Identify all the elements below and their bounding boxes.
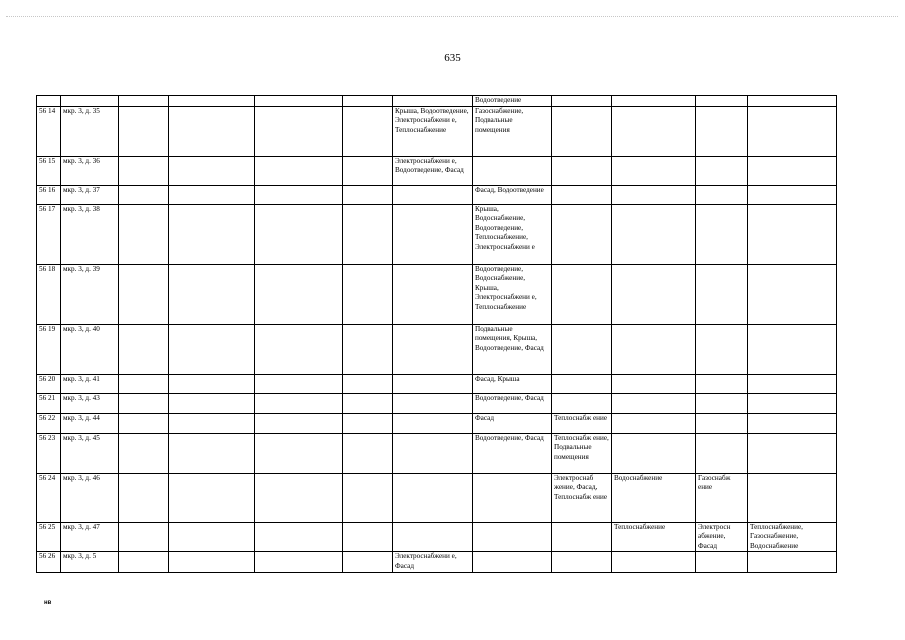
col-5-cell <box>255 96 343 107</box>
work-list-cell-c <box>552 96 612 107</box>
work-list-cell-c <box>552 204 612 264</box>
work-list-cell-f <box>748 96 837 107</box>
col-6-cell <box>343 204 393 264</box>
col-5-cell <box>255 106 343 156</box>
work-list-cell-e <box>696 204 748 264</box>
row-number-cell: 56 14 <box>37 106 61 156</box>
work-list-cell-d <box>612 204 696 264</box>
work-list-cell-a <box>393 522 473 552</box>
table-row <box>37 106 837 156</box>
work-list-cell-f <box>748 185 837 204</box>
work-list-cell-a <box>393 473 473 522</box>
work-list-cell-e <box>696 106 748 156</box>
col-3-cell <box>119 204 169 264</box>
col-6-cell <box>343 393 393 413</box>
col-6-cell <box>343 552 393 572</box>
col-5-cell <box>255 264 343 324</box>
col-4-cell <box>169 522 255 552</box>
work-list-cell-f <box>748 156 837 185</box>
col-3-cell <box>119 393 169 413</box>
work-list-cell-b <box>473 473 552 522</box>
repair-schedule-table <box>36 95 837 573</box>
col-3-cell <box>119 185 169 204</box>
address-cell: мкр. 3, д. 47 <box>61 522 119 552</box>
address-cell: мкр. 3, д. 40 <box>61 324 119 374</box>
col-4-cell <box>169 204 255 264</box>
address-cell: мкр. 3, д. 39 <box>61 264 119 324</box>
col-3-cell <box>119 374 169 393</box>
col-5-cell <box>255 185 343 204</box>
work-list-cell-e: Газоснабж ение <box>696 473 748 522</box>
table-row <box>37 324 837 374</box>
col-6-cell <box>343 413 393 433</box>
work-list-cell-c: Электроснаб жение, Фасад, Теплоснабж ение <box>552 473 612 522</box>
work-list-cell-a <box>393 324 473 374</box>
work-list-cell-f <box>748 374 837 393</box>
address-cell: мкр. 3, д. 35 <box>61 106 119 156</box>
work-list-cell-f <box>748 413 837 433</box>
row-number-cell: 56 20 <box>37 374 61 393</box>
work-list-cell-b <box>473 156 552 185</box>
work-list-cell-d <box>612 374 696 393</box>
col-4-cell <box>169 185 255 204</box>
row-number-cell: 56 15 <box>37 156 61 185</box>
work-list-cell-f <box>748 324 837 374</box>
table-row <box>37 204 837 264</box>
col-6-cell <box>343 433 393 473</box>
work-list-cell-e <box>696 374 748 393</box>
table-row <box>37 96 837 107</box>
work-list-cell-c: Теплоснабж ение, Подвальные помещения <box>552 433 612 473</box>
work-list-cell-d <box>612 156 696 185</box>
work-list-cell-b: Газоснабжение, Подвальные помещения <box>473 106 552 156</box>
work-list-cell-e <box>696 393 748 413</box>
col-5-cell <box>255 393 343 413</box>
col-4-cell <box>169 552 255 572</box>
table-row <box>37 552 837 572</box>
col-6-cell <box>343 185 393 204</box>
row-number-cell <box>37 96 61 107</box>
col-4-cell <box>169 433 255 473</box>
col-5-cell <box>255 522 343 552</box>
work-list-cell-f <box>748 393 837 413</box>
address-cell: мкр. 3, д. 43 <box>61 393 119 413</box>
work-list-cell-a <box>393 413 473 433</box>
work-list-cell-a <box>393 374 473 393</box>
work-list-cell-a: Электроснабжени е, Водоотведение, Фасад <box>393 156 473 185</box>
work-list-cell-d: Водоснабжение <box>612 473 696 522</box>
col-5-cell <box>255 204 343 264</box>
row-number-cell: 56 21 <box>37 393 61 413</box>
col-6-cell <box>343 106 393 156</box>
work-list-cell-a <box>393 185 473 204</box>
col-4-cell <box>169 473 255 522</box>
work-list-cell-e: Электросн абжение, Фасад <box>696 522 748 552</box>
col-4-cell <box>169 413 255 433</box>
col-6-cell <box>343 374 393 393</box>
col-6-cell <box>343 522 393 552</box>
col-6-cell <box>343 156 393 185</box>
col-5-cell <box>255 413 343 433</box>
work-list-cell-e <box>696 552 748 572</box>
col-3-cell <box>119 433 169 473</box>
col-3-cell <box>119 473 169 522</box>
address-cell: мкр. 3, д. 41 <box>61 374 119 393</box>
work-list-cell-c <box>552 264 612 324</box>
col-5-cell <box>255 374 343 393</box>
table-row <box>37 473 837 522</box>
work-list-cell-c <box>552 374 612 393</box>
work-list-cell-b: Фасад, Водоотведение <box>473 185 552 204</box>
work-list-cell-e <box>696 185 748 204</box>
work-list-cell-f <box>748 433 837 473</box>
col-3-cell <box>119 552 169 572</box>
work-list-cell-d <box>612 106 696 156</box>
address-cell <box>61 96 119 107</box>
col-3-cell <box>119 522 169 552</box>
work-list-cell-d <box>612 185 696 204</box>
row-number-cell: 56 16 <box>37 185 61 204</box>
work-list-cell-c <box>552 552 612 572</box>
row-number-cell: 56 22 <box>37 413 61 433</box>
work-list-cell-a <box>393 96 473 107</box>
work-list-cell-d <box>612 393 696 413</box>
table-row <box>37 156 837 185</box>
work-list-cell-b: Подвальные помещения, Крыша, Водоотведение, Фасад <box>473 324 552 374</box>
address-cell: мкр. 3, д. 46 <box>61 473 119 522</box>
work-list-cell-e <box>696 324 748 374</box>
work-list-cell-f: Теплоснабжение, Газоснабжение, Водоснабжение <box>748 522 837 552</box>
work-list-cell-c <box>552 156 612 185</box>
col-4-cell <box>169 324 255 374</box>
work-list-cell-f <box>748 264 837 324</box>
work-list-cell-f <box>748 204 837 264</box>
work-list-cell-c <box>552 324 612 374</box>
row-number-cell: 56 26 <box>37 552 61 572</box>
col-3-cell <box>119 324 169 374</box>
col-5-cell <box>255 552 343 572</box>
work-list-cell-f <box>748 473 837 522</box>
row-number-cell: 56 18 <box>37 264 61 324</box>
work-list-cell-f <box>748 106 837 156</box>
col-3-cell <box>119 413 169 433</box>
col-6-cell <box>343 264 393 324</box>
work-list-cell-a: Электроснабжени е, Фасад <box>393 552 473 572</box>
row-number-cell: 56 25 <box>37 522 61 552</box>
work-list-cell-a <box>393 433 473 473</box>
work-list-cell-b: Водоотведение <box>473 96 552 107</box>
address-cell: мкр. 3, д. 37 <box>61 185 119 204</box>
col-3-cell <box>119 264 169 324</box>
work-list-cell-b: Водоотведение, Фасад <box>473 433 552 473</box>
address-cell: мкр. 3, д. 36 <box>61 156 119 185</box>
col-3-cell <box>119 106 169 156</box>
work-list-cell-b: Фасад <box>473 413 552 433</box>
row-number-cell: 56 17 <box>37 204 61 264</box>
table-row <box>37 264 837 324</box>
table-row <box>37 185 837 204</box>
page-number: 635 <box>444 52 461 64</box>
work-list-cell-e <box>696 264 748 324</box>
row-number-cell: 56 23 <box>37 433 61 473</box>
table-row <box>37 374 837 393</box>
work-list-cell-d <box>612 324 696 374</box>
work-list-cell-f <box>748 552 837 572</box>
col-5-cell <box>255 156 343 185</box>
work-list-cell-d <box>612 96 696 107</box>
address-cell: мкр. 3, д. 45 <box>61 433 119 473</box>
col-6-cell <box>343 96 393 107</box>
work-list-cell-a <box>393 264 473 324</box>
col-4-cell <box>169 393 255 413</box>
address-cell: мкр. 3, д. 44 <box>61 413 119 433</box>
work-list-cell-a <box>393 204 473 264</box>
work-list-cell-c <box>552 393 612 413</box>
work-list-cell-d <box>612 413 696 433</box>
work-list-cell-b <box>473 522 552 552</box>
address-cell: мкр. 3, д. 5 <box>61 552 119 572</box>
work-list-cell-d <box>612 433 696 473</box>
col-5-cell <box>255 473 343 522</box>
work-list-cell-c <box>552 106 612 156</box>
table-row <box>37 393 837 413</box>
col-4-cell <box>169 106 255 156</box>
work-list-cell-e <box>696 413 748 433</box>
col-6-cell <box>343 473 393 522</box>
scan-edge-line <box>6 16 898 17</box>
col-4-cell <box>169 96 255 107</box>
work-list-cell-d: Теплоснабжение <box>612 522 696 552</box>
footer-mark: нв <box>44 600 52 606</box>
col-4-cell <box>169 264 255 324</box>
work-list-cell-e <box>696 96 748 107</box>
work-list-cell-d <box>612 552 696 572</box>
work-list-cell-c <box>552 522 612 552</box>
col-3-cell <box>119 96 169 107</box>
col-5-cell <box>255 324 343 374</box>
work-list-cell-d <box>612 264 696 324</box>
work-list-cell-b: Водоотведение, Фасад <box>473 393 552 413</box>
row-number-cell: 56 19 <box>37 324 61 374</box>
work-list-cell-c: Теплоснабж ение <box>552 413 612 433</box>
row-number-cell: 56 24 <box>37 473 61 522</box>
col-5-cell <box>255 433 343 473</box>
work-list-cell-a: Крыша, Водоотведение, Электроснабжени е, Теплоснабжение <box>393 106 473 156</box>
work-list-cell-b <box>473 552 552 572</box>
col-3-cell <box>119 156 169 185</box>
work-list-cell-b: Фасад, Крыша <box>473 374 552 393</box>
work-list-cell-a <box>393 393 473 413</box>
col-4-cell <box>169 374 255 393</box>
work-list-cell-e <box>696 156 748 185</box>
table-row <box>37 413 837 433</box>
work-list-cell-b: Водоотведение, Водоснабжение, Крыша, Электроснабжени е, Теплоснабжение <box>473 264 552 324</box>
work-list-cell-c <box>552 185 612 204</box>
address-cell: мкр. 3, д. 38 <box>61 204 119 264</box>
table-row <box>37 433 837 473</box>
work-list-cell-b: Крыша, Водоснабжение, Водоотведение, Теплоснабжение, Электроснабжени е <box>473 204 552 264</box>
table-row <box>37 522 837 552</box>
work-list-cell-e <box>696 433 748 473</box>
col-4-cell <box>169 156 255 185</box>
col-6-cell <box>343 324 393 374</box>
